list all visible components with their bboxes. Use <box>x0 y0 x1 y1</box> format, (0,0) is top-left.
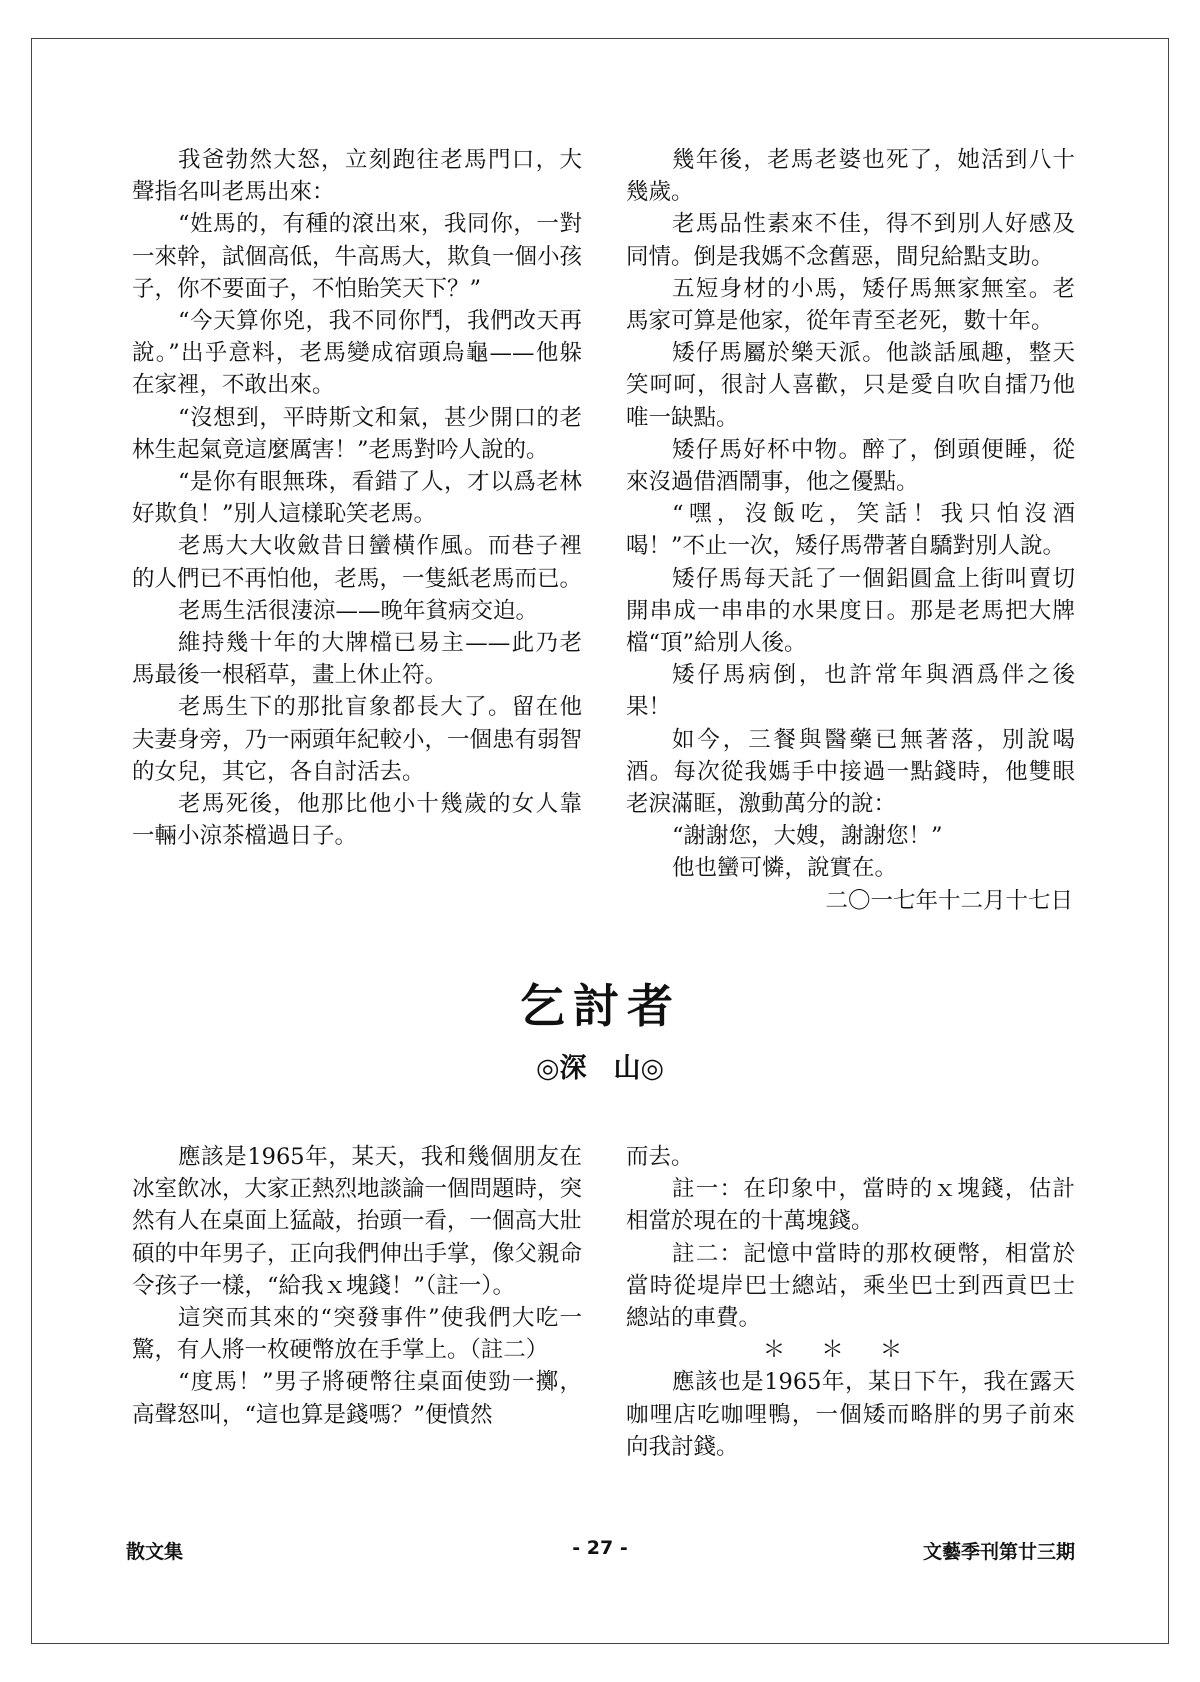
paragraph: 如今，三餐與醫藥已無著落，別說喝酒。每次從我媽手中接過一點錢時，他雙眼老淚滿眶，激動萬分的說： <box>626 726 1075 818</box>
article1-right-column <box>626 144 1075 917</box>
paragraph: 他也蠻可憐，說實在。 <box>672 855 898 882</box>
footnote: 註一：在印象中，當時的ｘ塊錢，估計相當於現在的十萬塊錢。 <box>626 1176 1075 1235</box>
paragraph: “姓馬的，有種的滾出來，我同你，一對一來幹，試個高低，牛高馬大，欺負一個小孩子，你不要面子，不怕貽笑天下？” <box>132 211 583 302</box>
section-separator: ＊＊＊ <box>762 1337 939 1364</box>
article-date: 二〇一七年十二月十七日 <box>825 887 1073 914</box>
paragraph: 矮仔馬病倒，也許常年與酒爲伴之後果！ <box>626 662 1075 721</box>
paragraph: “是你有眼無珠，看錯了人，才以爲老林好欺負！”別人這樣恥笑老馬。 <box>132 469 582 528</box>
footer-section-name: 散文集 <box>126 1541 184 1563</box>
paragraph: 老馬品性素來不佳，得不到別人好感及同情。倒是我媽不念舊惡，間兒給點支助。 <box>626 211 1075 270</box>
article1-left-column <box>132 144 582 852</box>
footer-publication: 文藝季刊第廿三期 <box>922 1541 1075 1563</box>
paragraph-continuation: 而去。 <box>626 1144 694 1170</box>
paragraph: “度馬！”男子將硬幣往桌面使勁一擲，高聲怒叫，“這也算是錢嗎？”便憤然 <box>132 1369 582 1428</box>
footnote: 註二：記憶中當時的那枚硬幣，相當於當時從堤岸巴士總站，乘坐巴士到西貢巴士總站的車費。 <box>626 1240 1075 1332</box>
paragraph: “嘿，沒飯吃，笑話！我只怕沒酒喝！”不止一次，矮仔馬帶著自驕對別人說。 <box>626 501 1075 560</box>
article-title: 乞討者 <box>519 979 681 1033</box>
paragraph: 我爸勃然大怒，立刻跑往老馬門口，大聲指名叫老馬出來： <box>132 147 582 206</box>
paragraph: 矮仔馬每天託了一個鋁圓盒上街叫賣切開串成一串串的水果度日。那是老馬把大牌檔“頂”給別人後。 <box>626 565 1075 657</box>
paragraph: 老馬大大收斂昔日蠻橫作風。而巷子裡的人們已不再怕他，老馬，一隻紙老馬而已。 <box>132 533 583 592</box>
paragraph: 應該也是1965年，某日下午，我在露天咖哩店吃咖哩鴨，一個矮而略胖的男子前來向我討錢。 <box>626 1369 1075 1460</box>
paragraph: 這突而其來的“突發事件”使我們大吃一驚，有人將一枚硬幣放在手掌上。（註二） <box>132 1305 582 1364</box>
page-number: - 27 - <box>572 1537 628 1559</box>
article-author: ◎深 山◎ <box>535 1053 665 1084</box>
paragraph: “今天算你兇，我不同你鬥，我們改天再說。”出乎意料，老馬變成宿頭烏龜——他躲在家裡，不敢出來。 <box>132 308 582 399</box>
paragraph: 五短身材的小馬，矮仔馬無家無室。老馬家可算是他家，從年青至老死，數十年。 <box>626 275 1075 335</box>
paragraph: 矮仔馬屬於樂天派。他談話風趣，整天笑呵呵，很討人喜歡，只是愛自吹自擂乃他唯一缺點。 <box>626 340 1075 431</box>
article2-left-column <box>132 1141 582 1431</box>
paragraph: 應該是1965年，某天，我和幾個朋友在冰室飲冰，大家正熱烈地談論一個問題時，突然有人在桌面上猛敲，抬頭一看，一個高大壯碩的中年男子，正向我們伸出手掌，像父親命令孩子一樣，“給我ｘ塊錢！”（註一）。 <box>132 1144 583 1299</box>
article2-right-column <box>626 1141 1075 1463</box>
paragraph: 幾年後，老馬老婆也死了，她活到八十幾歲。 <box>626 147 1075 206</box>
paragraph: 老馬死後，他那比他小十幾歲的女人靠一輛小涼茶檔過日子。 <box>132 791 582 850</box>
paragraph: 老馬生下的那批盲象都長大了。留在他夫妻身旁，乃一兩頭年紀較小，一個患有弱智的女兒，其它，各自討活去。 <box>132 694 583 785</box>
paragraph: 維持幾十年的大牌檔已易主——此乃老馬最後一根稻草，畫上休止符。 <box>132 630 582 689</box>
paragraph: 老馬生活很淒涼——晚年貧病交迫。 <box>178 597 539 624</box>
paragraph: “謝謝您，大嫂，謝謝您！” <box>672 823 943 850</box>
paragraph: “沒想到，平時斯文和氣，甚少開口的老林生起氣竟這麼厲害！”老馬對吟人說的。 <box>132 404 582 463</box>
paragraph: 矮仔馬好杯中物。醉了，倒頭便睡，從來沒過借酒鬧事，他之優點。 <box>626 436 1075 496</box>
